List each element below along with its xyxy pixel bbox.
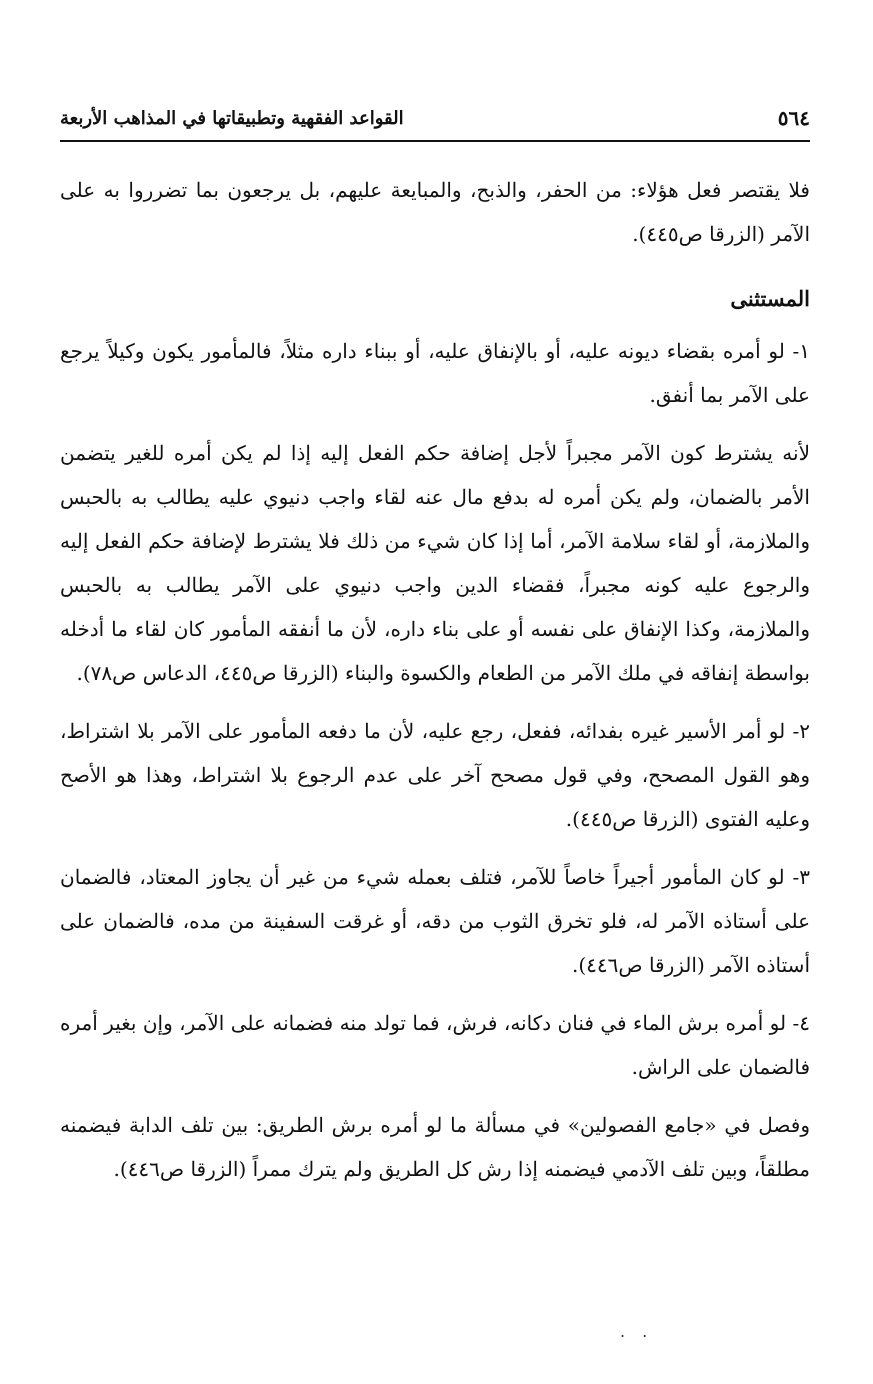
book-title: القواعد الفقهية وتطبيقاتها في المذاهب الأربعة (60, 108, 404, 129)
running-header (60, 100, 810, 142)
paragraph-4: ٣- لو كان المأمور أجيراً خاصاً للآمر، فتلف بعمله شيء من غير أن يجاوز المعتاد، فالضمان على أستاذه الآمر له، فلو تخرق الثوب من دقه، أو غرقت السفينة من مده، فالضمان على أستاذه الآمر (الزرقا ص٤٤٦). (60, 865, 810, 977)
paragraph-5: ٤- لو أمره برش الماء في فنان دكانه، فرش، فما تولد منه فضمانه على الآمر، وإن بغير أمره فالضمان على الراش. (60, 1011, 810, 1079)
paragraph-3: ٢- لو أمر الأسير غيره بفدائه، ففعل، رجع عليه، لأن ما دفعه المأمور على الآمر بلا اشتراط، وهو القول المصحح، وفي قول مصحح آخر على عدم الرجوع بلا اشتراط، وهذا هو الأصح وعليه الفتوى (الزرقا ص٤٤٥). (60, 719, 810, 831)
paragraph-1: ١- لو أمره بقضاء ديونه عليه، أو بالإنفاق عليه، أو ببناء داره مثلاً، فالمأمور يكون وكيلاً يرجع على الآمر بما أنفق. (60, 339, 810, 407)
intro-paragraph: فلا يقتصر فعل هؤلاء: من الحفر، والذبح، والمبايعة عليهم، بل يرجعون بما تضرروا به على الآمر (الزرقا ص٤٤٥). (60, 178, 810, 246)
footer-mark: . . (620, 1322, 654, 1341)
paragraph-2: لأنه يشترط كون الآمر مجبراً لأجل إضافة حكم الفعل إليه إذا لم يكن أمره للغير يتضمن الأمر بالضمان، ولم يكن أمره له بدفع مال عنه لقاء واجب دنيوي عليه يطالب به بالحبس والملازمة، أو لقاء سلامة الآمر، أما إذا كان شيء من ذلك فلا يشترط لإضافة حكم الفعل إليه والرجوع عليه كونه مجبراً، فقضاء الدين واجب دنيوي على الآمر يطالب به بالحبس والملازمة، وكذا الإنفاق على نفسه أو على بناء داره، لأن ما أنفقه المأمور كان لقاء ما أدخله بواسطة إنفاقه في ملك الآمر من الطعام والكسوة والبناء (الزرقا ص٤٤٥، الدعاس ص٧٨). (60, 441, 810, 685)
book-page (60, 100, 810, 1191)
section-heading: المستثنى (730, 286, 810, 311)
page-number: ٥٦٤ (777, 106, 810, 130)
paragraph-6: وفصل في «جامع الفصولين» في مسألة ما لو أمره برش الطريق: بين تلف الدابة فيضمنه مطلقاً، وبين تلف الآدمي فيضمنه إذا رش كل الطريق ولم يترك ممراً (الزرقا ص٤٤٦). (60, 1113, 810, 1181)
